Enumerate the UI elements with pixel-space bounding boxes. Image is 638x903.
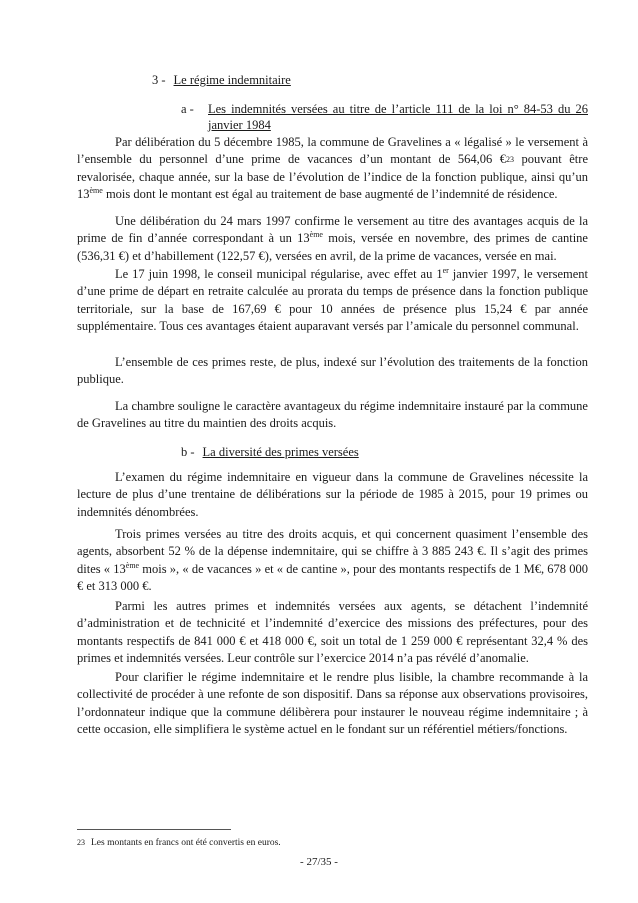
- section-heading-3: [152, 72, 291, 88]
- footnote-text: Les montants en francs ont été convertis en euros.: [91, 838, 281, 848]
- footnote: [77, 837, 588, 849]
- paragraph-2: Une délibération du 24 mars 1997 confirme le versement au titre des avantages acquis de la prime de fin d’année correspondant à un 13ème mois, versée en novembre, des primes de cantine (536,31 €) et d’habillement (122,57 €), versées en avril, de la prime de vacances, versée en mai.: [77, 214, 588, 263]
- footnote-number: 23: [77, 838, 85, 847]
- page-number: - 27/35 -: [300, 856, 338, 868]
- paragraph-3: Le 17 juin 1998, le conseil municipal régularise, avec effet au 1er janvier 1997, le versement d’une prime de départ en retraite calculée au prorata du temps de présence dans la fonction publique territoriale, sur la base de 167,69 € pour 10 années de présence plus 15,24 € par année supplémentaire. Tous ces avantages étaient auparavant versés par l’amicale du personnel communal.: [77, 265, 588, 333]
- heading-number: b -: [181, 445, 195, 459]
- heading-number: 3 -: [152, 73, 166, 87]
- paragraph-5: La chambre souligne le caractère avantageux du régime indemnitaire instauré par la commune de Gravelines au titre du maintien des droits acquis.: [77, 399, 588, 431]
- footnote-reference: 23: [506, 155, 515, 165]
- paragraph-8: Parmi les autres primes et indemnités versées aux agents, se détachent l’indemnité d’administration et de technicité et l’indemnité d’exercice des missions des préfectures, pour des montants respectifs de 841 000 € et 418 000 €, soit un total de 1 259 000 € représentant 32,4 % des primes et indemnités versées. Leur contrôle sur l’exercice 2014 n’a pas révélé d’anomalie.: [77, 599, 588, 665]
- subsection-heading-b: [181, 444, 359, 460]
- paragraph-7: Trois primes versées au titre des droits acquis, et qui concernent quasiment l’ensemble des agents, absorbent 52 % de la dépense indemnitaire, qui se chiffre à 3 885 243 €. Il s’agit des primes dites « 13ème mois », « de vacances » et « de cantine », pour des montants respectifs de 1 M€, 678 000 € et 313 000 €.: [77, 527, 589, 593]
- heading-number: a -: [181, 102, 194, 116]
- paragraph-9: Pour clarifier le régime indemnitaire et le rendre plus lisible, la chambre recommande à la collectivité de procéder à une refonte de son dispositif. Dans sa réponse aux observations provisoires, l’ordonnateur indique que la commune délibèrera pour instaurer le nouveau régime indemnitaire ; à cette occasion, elle simplifiera le système actuel en le fondant sur un référentiel métiers/fonctions.: [77, 670, 588, 736]
- subsection-heading-a: [181, 101, 588, 133]
- paragraph-6: L’examen du régime indemnitaire en vigueur dans la commune de Gravelines nécessite la lecture de plus d’une trentaine de délibérations sur la période de 1985 à 2015, pour 19 primes ou indemnités dénombrées.: [77, 470, 588, 519]
- paragraph-4: L’ensemble de ces primes reste, de plus, indexé sur l’évolution des traitements de la fonction publique.: [77, 355, 588, 387]
- heading-title: Le régime indemnitaire: [173, 73, 291, 87]
- heading-title: Les indemnités versées au titre de l’article 111 de la loi n° 84-53 du 26 janvier 1984: [208, 102, 588, 132]
- footnote-divider: [77, 829, 231, 830]
- heading-title: La diversité des primes versées: [202, 445, 359, 459]
- paragraph-1: Par délibération du 5 décembre 1985, la commune de Gravelines a « légalisé » le versement à l’ensemble du personnel d’une prime de vacances d’un montant de 564,06 €23 pouvant être revalorisée, chaque année, sur la base de l’évolution de l’indice de la fonction publique, ainsi qu’un 13ème mois dont le montant est égal au traitement de base augmenté de l’indemnité de résidence.: [77, 135, 588, 201]
